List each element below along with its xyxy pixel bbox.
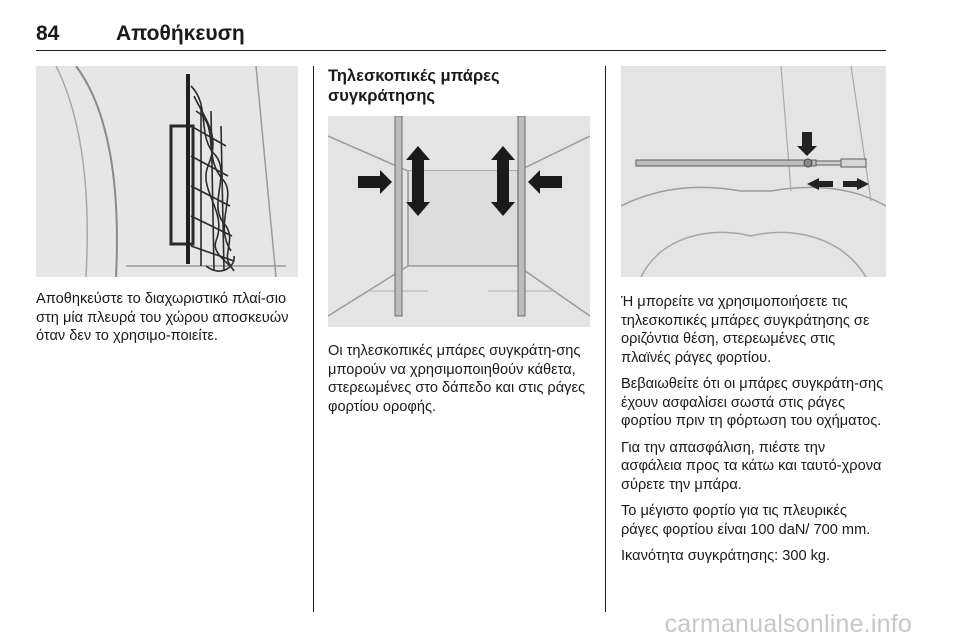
- paragraph-unlocking: Για την απασφάλιση, πιέστε την ασφάλεια προς τα κάτω και ταυτό-χρονα σύρετε την μπάρα.: [621, 439, 882, 493]
- page-number: 84: [36, 22, 60, 45]
- storage-net-figure: [36, 66, 298, 277]
- paragraph-max-load: Το μέγιστο φορτίο για τις πλευρικές ράγες φορτίου είναι 100 daN/ 700 mm.: [621, 503, 871, 538]
- vertical-bars-figure: [328, 116, 590, 327]
- horizontal-bar-illustration-icon: [621, 66, 886, 277]
- paragraph-horizontal-use: Ή μπορείτε να χρησιμοποιήσετε τις τηλεσκοπικές μπάρες συγκράτησης σε οριζόντια θέση, στερεωμένες στις πλαϊνές ράγες φορτίου.: [621, 294, 870, 366]
- paragraph-locking-check: Βεβαιωθείτε ότι οι μπάρες συγκράτη-σης έχουν ασφαλίσει σωστά στις ράγες φορτίου πριν τη φόρτωση του οχήματος.: [621, 376, 884, 429]
- storage-net-illustration-icon: [36, 66, 298, 277]
- column-2: [328, 66, 590, 415]
- heading-line-1: Τηλεσκοπικές μπάρες: [328, 67, 500, 85]
- horizontal-bar-text: [621, 293, 886, 574]
- header-rule: [36, 50, 886, 51]
- paragraph-capacity: Ικανότητα συγκράτησης: 300 kg.: [621, 548, 831, 564]
- section-heading: [328, 66, 590, 106]
- page-header: [36, 22, 886, 52]
- horizontal-bar-figure: [621, 66, 886, 277]
- site-watermark: carmanualsonline.info: [664, 610, 912, 638]
- heading-line-2: συγκράτησης: [328, 87, 436, 105]
- column-divider-1: [313, 66, 314, 612]
- vertical-bars-illustration-icon: [328, 116, 590, 327]
- column-divider-2: [605, 66, 606, 612]
- section-title: Αποθήκευση: [116, 22, 245, 45]
- vertical-bars-description: Οι τηλεσκοπικές μπάρες συγκράτη-σης μπορούν να χρησιμοποιηθούν κάθετα, στερεωμένες στο δάπεδο και στις ράγες φορτίου οροφής.: [328, 343, 585, 415]
- storage-instructions: Αποθηκεύστε το διαχωριστικό πλαί-σιο στη μία πλευρά του χώρου αποσκευών όταν δεν το χρησιμο-ποιείτε.: [36, 291, 289, 344]
